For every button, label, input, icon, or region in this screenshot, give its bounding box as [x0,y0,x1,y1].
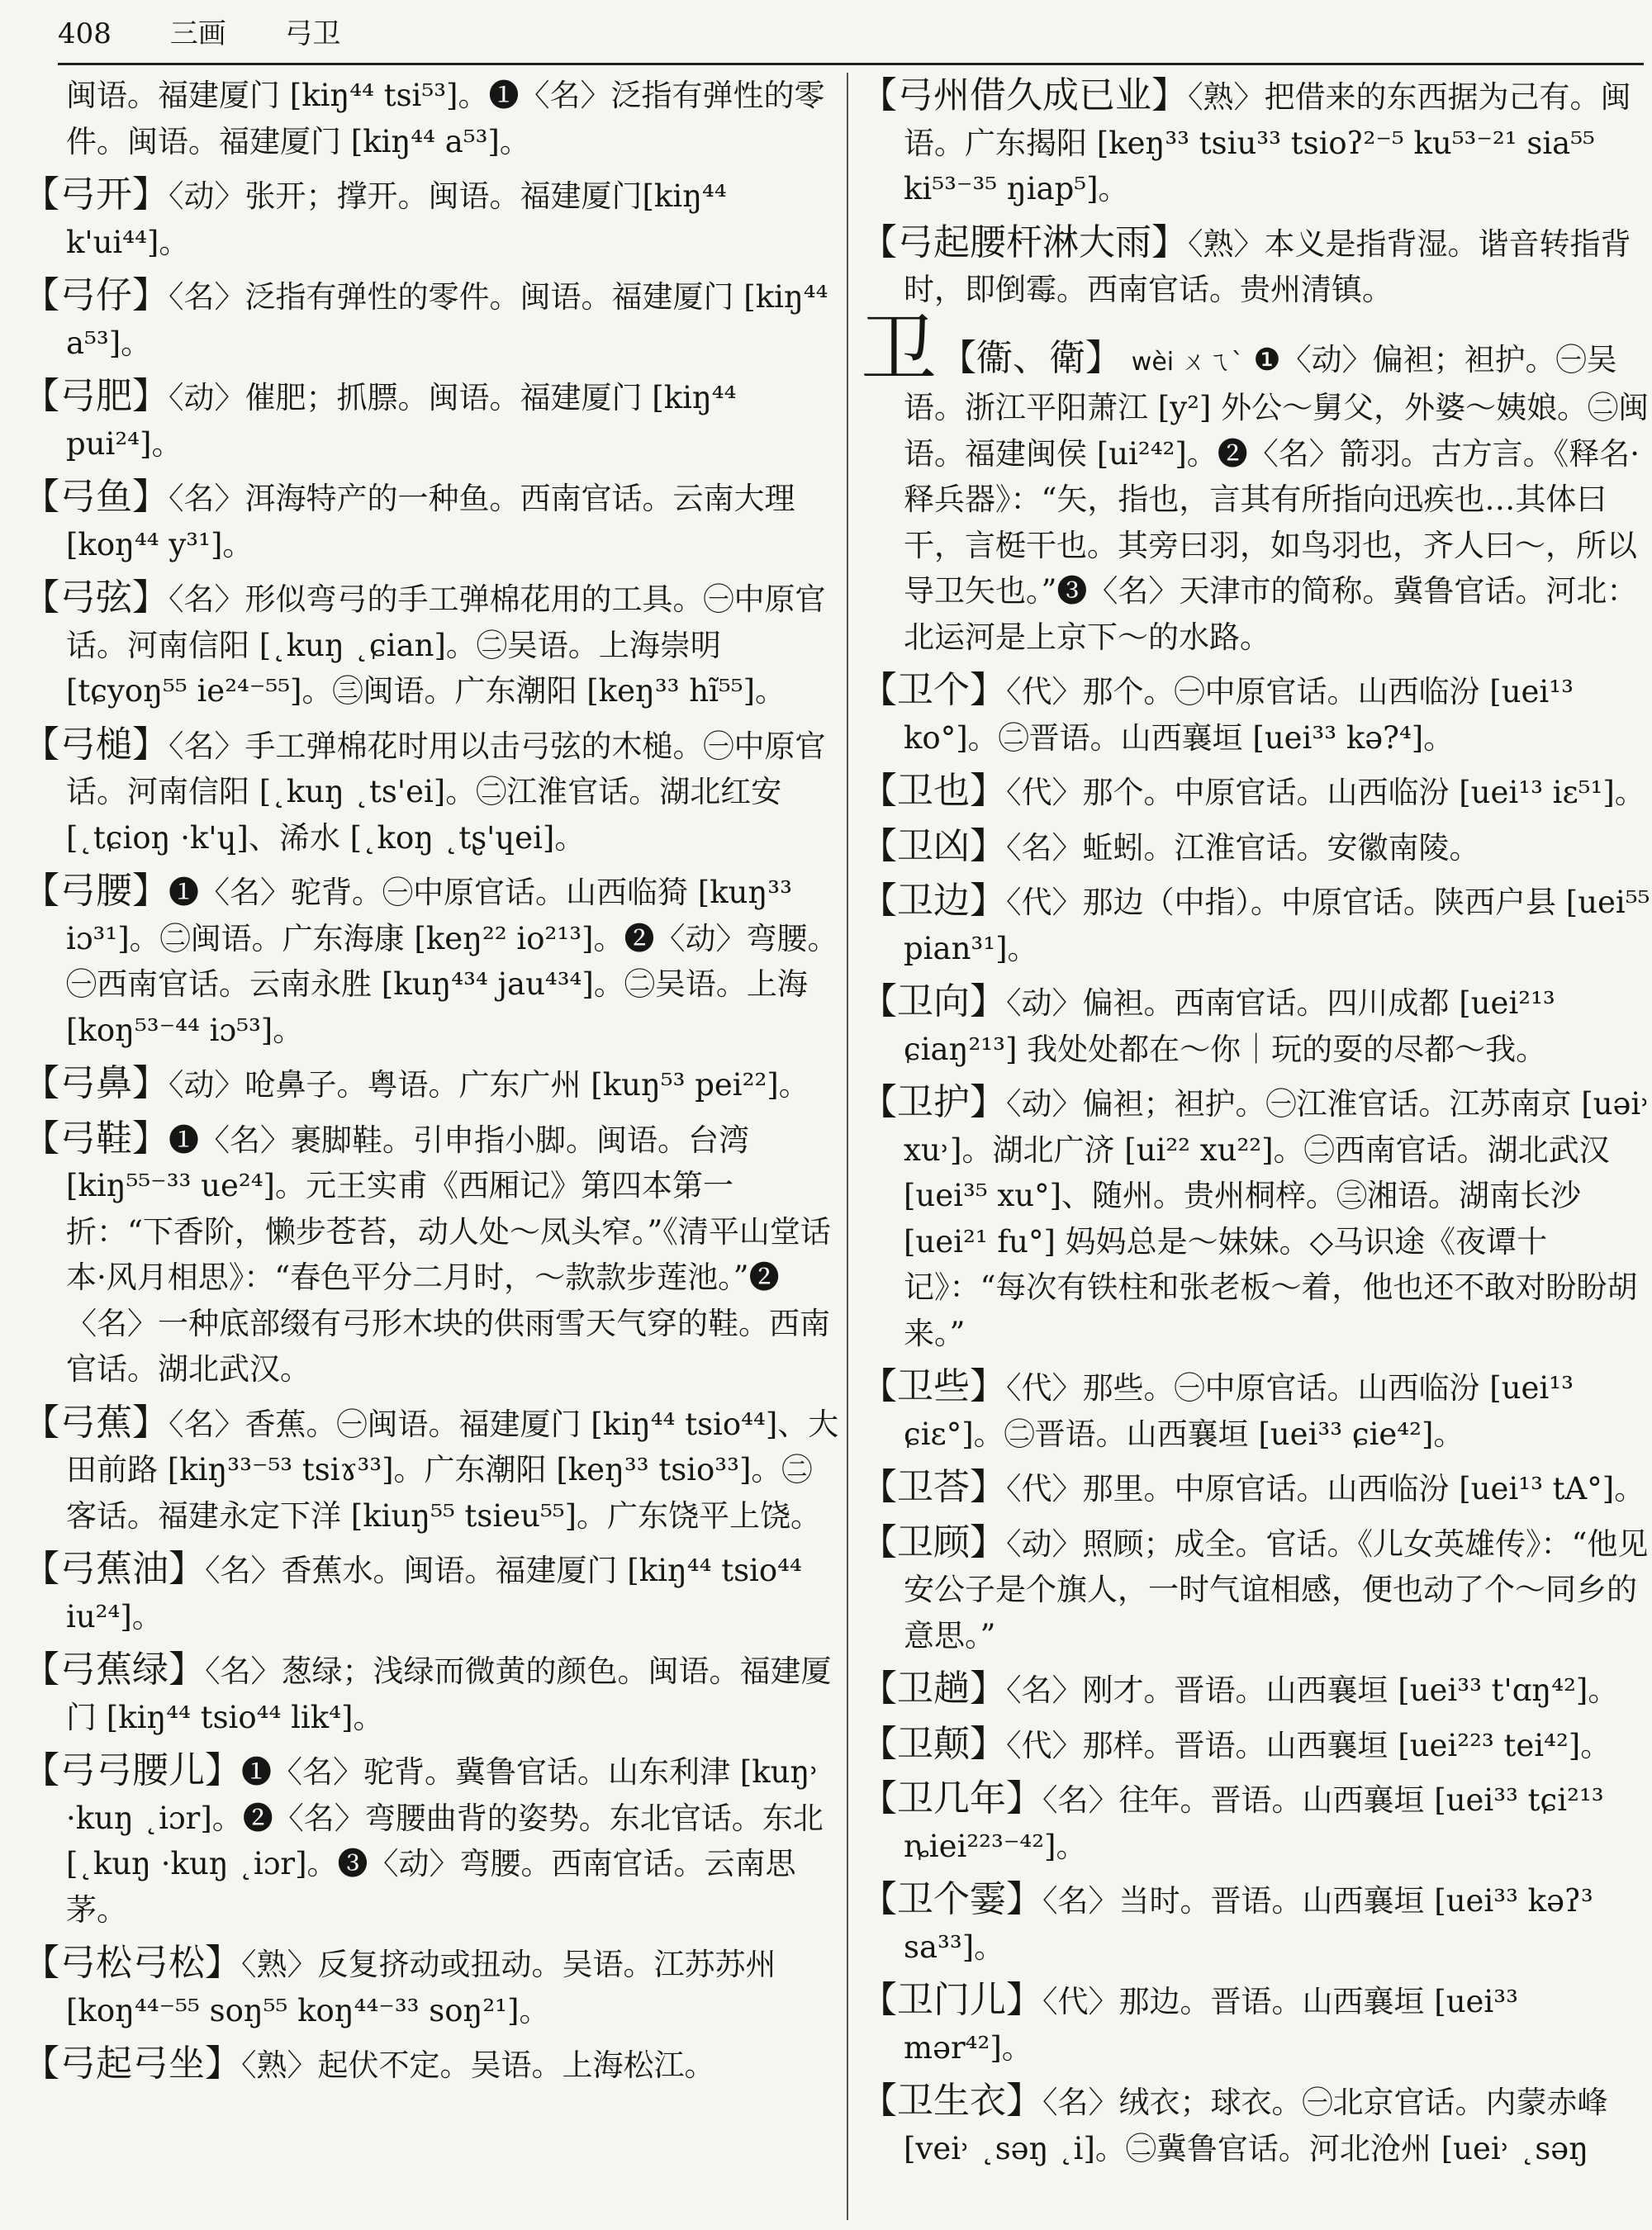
entry-headword: 【卫生衣】 [861,2080,1042,2122]
entry-headword: 【卫颠】 [861,1722,1006,1765]
dictionary-entry [23,373,839,467]
dictionary-entry [23,474,839,567]
entry-definition: 〈动〉偏袒。西南官话。四川成都 [uei²¹³ ɕiaŋ²¹³] 我处处都在～你｜玩的耍的尽都～我。 [904,985,1555,1067]
dictionary-entry [861,1520,1652,1659]
dictionary-entry [861,667,1652,761]
dictionary-entry [861,1877,1652,1970]
dictionary-entry [23,1546,839,1639]
entry-headword: 【弓槌】 [23,723,169,766]
dictionary-entry [23,1116,839,1393]
left-column [23,73,839,2096]
entry-headword: 【弓鼻】 [23,1062,169,1104]
dictionary-entry [23,722,839,861]
dictionary-entry [861,1464,1652,1512]
header-rule [58,63,1644,65]
dictionary-entry [861,73,1652,212]
entry-headword: 【弓蕉】 [23,1401,169,1444]
entry-headword: 【卫也】 [861,770,1006,812]
entry-definition: 〈熟〉把借来的东西据为己有。闽语。广东揭阳 [keŋ³³ tsiu³³ tsioʔ²⁻⁵ ku⁵³⁻²¹ sia⁵⁵ ki⁵³⁻³⁵ ŋiap⁵]。 [904,79,1631,206]
entry-headword: 【弓仔】 [23,274,169,316]
entry-definition: 〈名〉绒衣；球衣。㊀北京官话。内蒙赤峰 [vei˒ ˛səŋ ˛i]。㊁冀鲁官话。河北沧州 [uei˒ ˛səŋ [904,2085,1608,2166]
dictionary-entry [23,1940,839,2033]
entry-headword: 【弓松弓松】 [23,1942,241,1984]
entry-headword: 【卫门儿】 [861,1979,1042,2021]
section-label: 三画 [169,17,226,50]
dictionary-entry [861,768,1652,816]
entry-definition: 〈熟〉反复挤动或扭动。吴语。江苏苏州 [koŋ⁴⁴⁻⁵⁵ soŋ⁵⁵ koŋ⁴⁴⁻³³ soŋ²¹]。 [66,1947,776,2028]
entry-headword: 【卫顾】 [861,1521,1006,1563]
entry-definition: 〈代〉那边。晋语。山西襄垣 [uei³³ mər⁴²]。 [904,1984,1518,2066]
entry-definition: 〈名〉葱绿；浅绿而微黄的颜色。闽语。福建厦门 [kiŋ⁴⁴ tsio⁴⁴ lik⁴]。 [66,1654,832,1735]
entry-headword: 【弓蕉油】 [23,1548,205,1590]
entry-definition: 〈名〉洱海特产的一种鱼。西南官话。云南大理 [koŋ⁴⁴ y³¹]。 [66,481,795,562]
entry-headword: 【弓腰】 [23,870,169,912]
entry-headword: 【弓弓腰儿】 [23,1749,241,1791]
entry-headword: 【弓蕉绿】 [23,1649,205,1691]
entry-headword: 【弓弦】 [23,576,169,619]
dictionary-entry [23,1060,839,1108]
entry-definition: 〈名〉往年。晋语。山西襄垣 [uei³³ tɕi²¹³ ȵiei²²³⁻⁴²]。 [904,1782,1604,1864]
entry-definition: 〈名〉泛指有弹性的零件。闽语。福建厦门 [kiŋ⁴⁴ a⁵³]。 [66,279,828,361]
entry-definition: 〈熟〉本义是指背湿。谐音转指背时，即倒霉。西南官话。贵州清镇。 [904,225,1631,307]
entry-headword: 【弓起弓坐】 [23,2043,241,2085]
entry-headword: 【卫边】 [861,880,1006,922]
entry-definition: 〈动〉催肥；抓膘。闽语。福建厦门 [kiŋ⁴⁴ pui²⁴]。 [66,380,737,462]
dictionary-entry [861,1776,1652,1869]
entry-definition: 〈名〉当时。晋语。山西襄垣 [uei³³ kəʔ³ sa³³]。 [904,1883,1593,1965]
entry-definition: 〈代〉那样。晋语。山西襄垣 [uei²²³ tei⁴²]。 [1006,1727,1612,1763]
dictionary-entry [861,823,1652,871]
dictionary-entry [23,273,839,366]
entry-definition: 〈动〉呛鼻子。粤语。广东广州 [kuŋ⁵³ pei²²]。 [169,1067,809,1103]
dictionary-entry [23,2041,839,2089]
entry-definition: 〈动〉照顾；成全。官话。《儿女英雄传》：“他见安公子是个旗人，一时气谊相感，便也动了个～同乡的意思。” [904,1525,1649,1654]
entry-headword: 【弓肥】 [23,375,169,417]
entry-definition: 〈动〉偏袒；袒护。㊀江淮官话。江苏南京 [uəi˒ xu˒]。湖北广济 [ui²² xu²²]。㊁西南官话。湖北武汉 [uei³⁵ xu°]、随州。贵州桐梓。㊂湘语。湖南长沙 [uei²¹ fu°] 妈妈总是～妹妹。◇马识途《夜谭十记》：“每次有铁柱和张老板～着，他也还不敢对盼盼胡来。” [904,1086,1650,1351]
entry-definition: 〈名〉形似弯弓的手工弹棉花用的工具。㊀中原官话。河南信阳 [˛kuŋ ˛ɕian]。㊁吴语。上海崇明 [tɕyoŋ⁵⁵ ie²⁴⁻⁵⁵]。㊂闽语。广东潮阳 [keŋ³³ hĩ⁵⁵]。 [66,581,826,709]
page-number: 408 [58,17,112,50]
entry-definition: ❶〈名〉裹脚鞋。引申指小脚。闽语。台湾 [kiŋ⁵⁵⁻³³ ue²⁴]。元王实甫《西厢记》第四本第一折：“下香阶，懒步苍苔，动人处～凤头窄。”《清平山堂话本·风月相思》：“春色平分二月时，～款款步莲池。”❷〈名〉一种底部缀有弓形木块的供雨雪天气穿的鞋。西南官话。湖北武汉。 [66,1122,831,1387]
dictionary-entry [861,220,1652,313]
entry-pinyin: wèi ㄨㄟˋ [1131,347,1244,377]
head-chars: 弓卫 [284,17,341,50]
entry-headword: 【弓开】 [23,173,169,216]
dictionary-entry [23,73,839,164]
entry-headword: 【卫护】 [861,1081,1006,1123]
entry-headword: 【卫个】 [861,669,1006,711]
entry-headword: 【卫荅】 [861,1466,1006,1508]
main-headword-char: 卫 [861,304,938,393]
entry-headword: 【衞、衛】 [940,336,1123,379]
dictionary-entry [23,1647,839,1740]
entry-headword: 【卫向】 [861,980,1006,1022]
dictionary-entry [861,878,1652,971]
entry-definition: 〈名〉香蕉。㊀闽语。福建厦门 [kiŋ⁴⁴ tsio⁴⁴]、大田前路 [kiŋ³³⁻⁵³ tsiɤ³³]。广东潮阳 [keŋ³³ tsio³³]。㊁客话。福建永定下洋 [kiuŋ⁵⁵ tsieu⁵⁵]。广东饶平上饶。 [66,1406,839,1534]
entry-definition: 〈名〉香蕉水。闽语。福建厦门 [kiŋ⁴⁴ tsio⁴⁴ iu²⁴]。 [66,1553,802,1635]
entry-headword: 【卫趟】 [861,1668,1006,1710]
entry-definition: 〈名〉刚才。晋语。山西襄垣 [uei³³ t'ɑŋ⁴²]。 [1006,1672,1619,1708]
entry-definition: 〈代〉那里。中原官话。山西临汾 [uei¹³ tA°]。 [1006,1471,1645,1506]
entry-headword: 【弓鞋】 [23,1117,169,1160]
entry-headword: 【弓州借久成已业】 [861,74,1188,116]
entry-definition: 〈代〉那个。中原官话。山西临汾 [uei¹³ iɛ⁵¹]。 [1006,775,1645,810]
main-entry-wei [861,304,1652,661]
entry-definition: ❶〈名〉驼背。㊀中原官话。山西临猗 [kuŋ³³ iɔ³¹]。㊁闽语。广东海康 [keŋ²² io²¹³]。❷〈动〉弯腰。㊀西南官话。云南永胜 [kuŋ⁴³⁴ jau⁴³⁴]。㊁吴语。上海 [koŋ⁵³⁻⁴⁴ iɔ⁵³]。 [66,875,838,1048]
entry-headword: 【卫些】 [861,1365,1006,1407]
dictionary-entry [861,1079,1652,1356]
dictionary-entry [861,1364,1652,1457]
entry-definition: 闽语。福建厦门 [kiŋ⁴⁴ tsi⁵³]。❶〈名〉泛指有弹性的零件。闽语。福建厦门 [kiŋ⁴⁴ a⁵³]。 [66,78,825,159]
dictionary-entry [23,868,839,1053]
entry-headword: 【弓鱼】 [23,476,169,518]
dictionary-entry [861,979,1652,1072]
dictionary-entry [861,1666,1652,1714]
entry-definition: 〈熟〉起伏不定。吴语。上海松江。 [241,2047,715,2083]
column-divider [847,73,848,2220]
entry-headword: 【卫几年】 [861,1777,1042,1820]
dictionary-entry [861,1977,1652,2071]
page-header [58,8,1627,59]
dictionary-entry [23,575,839,714]
dictionary-entry [861,1721,1652,1769]
dictionary-entry [861,2078,1652,2171]
entry-headword: 【卫个霎】 [861,1878,1042,1920]
entry-definition: 〈代〉那边（中指）。中原官话。陕西户县 [uei⁵⁵ pian³¹]。 [904,885,1650,966]
entry-headword: 【弓起腰杆淋大雨】 [861,221,1188,263]
entry-definition: ❶〈名〉驼背。冀鲁官话。山东利津 [kuŋ˒ ·kuŋ ˛iɔr]。❷〈名〉弯腰曲背的姿势。东北官话。东北 [˛kuŋ ·kuŋ ˛iɔr]。❸〈动〉弯腰。西南官话。云南思茅。 [66,1754,824,1928]
entry-definition: 〈名〉蚯蚓。江淮官话。安徽南陵。 [1006,829,1480,866]
entry-definition: 〈代〉那个。㊀中原官话。山西临汾 [uei¹³ ko°]。㊁晋语。山西襄垣 [uei³³ kə?⁴]。 [904,674,1574,756]
dictionary-entry [23,1748,839,1933]
entry-definition: 〈代〉那些。㊀中原官话。山西临汾 [uei¹³ ɕiɛ°]。㊁晋语。山西襄垣 [uei³³ ɕie⁴²]。 [904,1370,1574,1452]
dictionary-entry [23,172,839,265]
right-column [861,73,1652,2179]
entry-definition: 〈动〉张开；撑开。闽语。福建厦门[kiŋ⁴⁴ k'ui⁴⁴]。 [66,178,727,260]
entry-headword: 【卫凶】 [861,824,1006,867]
dictionary-entry [23,1400,839,1540]
entry-definition: ❶〈动〉偏袒；袒护。㊀吴语。浙江平阳萧江 [y²] 外公～舅父，外婆～姨娘。㊁闽语。福建闽侯 [ui²⁴²]。❷〈名〉箭羽。古方言。《释名·释兵器》：“矢，指也，言其有所指向迅疾也…其体曰干，言梃干也。其旁曰羽，如鸟羽也，齐人曰～，所以导卫矢也。”❸〈名〉天津市的简称。冀鲁官话。河北：北运河是上京下～的水路。 [904,341,1650,655]
entry-definition: 〈名〉手工弹棉花时用以击弓弦的木槌。㊀中原官话。河南信阳 [˛kuŋ ˛ts'ei]。㊁江淮官话。湖北红安[˛tɕioŋ ·k'ɥ]、浠水 [˛koŋ ˛tʂ'ɥei]。 [66,728,826,856]
